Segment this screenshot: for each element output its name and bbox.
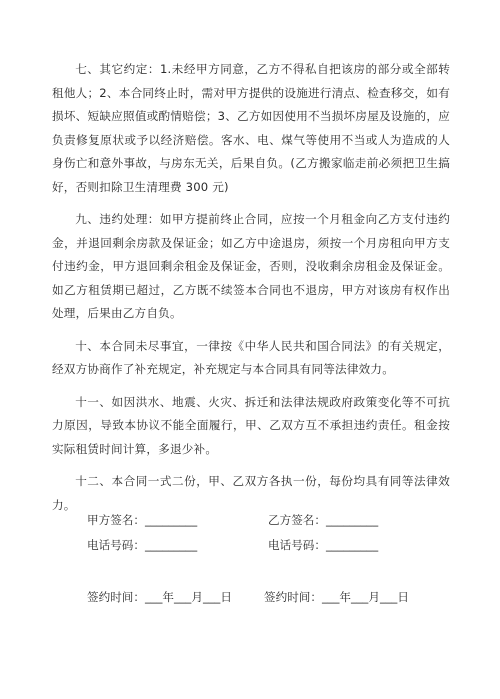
party-a-date-field: 签约时间：___年___月___日: [87, 590, 232, 604]
clause-12-copies: 十二、本合同一式二份，甲、乙双方各执一份，每份均具有同等法律效力。: [52, 474, 450, 512]
contract-body: [52, 58, 450, 526]
party-b-date-field: 签约时间：___年___月___日: [264, 590, 409, 604]
party-b-phone-field: 电话号码：_________: [268, 538, 379, 552]
party-b-signature-field: 乙方签名：_________: [268, 513, 379, 527]
party-a-signature-field: 甲方签名：_________: [87, 513, 198, 527]
party-a-phone-field: 电话号码：_________: [87, 538, 198, 552]
clause-7-other-agreements: 七、其它约定：1.未经甲方同意，乙方不得私自把该房的部分或全部转租他人；2、本合同终止时，需对甲方提供的设施进行清点、检查移交，如有损坏、短缺应照值或酌情赔偿；3、乙方如因使用不当损坏房屋及设施的，应负责修复原状或予以经济赔偿。客水、电、煤气等使用不当或人为造成的人身伤亡和意外事故，与房东无关，后果自负。(乙方搬家临走前必须把卫生搞好，否则扣除卫生清理费 300 元): [52, 62, 450, 194]
clause-11-force-majeure: 十一、如因洪水、地震、火灾、拆迁和法律法规政府政策变化等不可抗力原因，导致本协议不能全面履行，甲、乙双方互不承担违约责任。租金按实际租赁时间计算，多退少补。: [52, 394, 450, 456]
clause-10-supplementary: 十、本合同未尽事宜，一律按《中华人民共和国合同法》的有关规定，经双方协商作了补充规定，补充规定与本合同具有同等法律效力。: [52, 338, 450, 376]
clause-9-breach-handling: 九、违约处理：如甲方提前终止合同，应按一个月租金向乙方支付违约金，并退回剩余房款及保证金；如乙方中途退房，须按一个月房租向甲方支付违约金，甲方退回剩余租金及保证金，否则，没收剩余房租金及保证金。如乙方租赁期已超过，乙方既不续签本合同也不退房，甲方对该房有权作出处理，后果由乙方自负。: [52, 212, 450, 320]
